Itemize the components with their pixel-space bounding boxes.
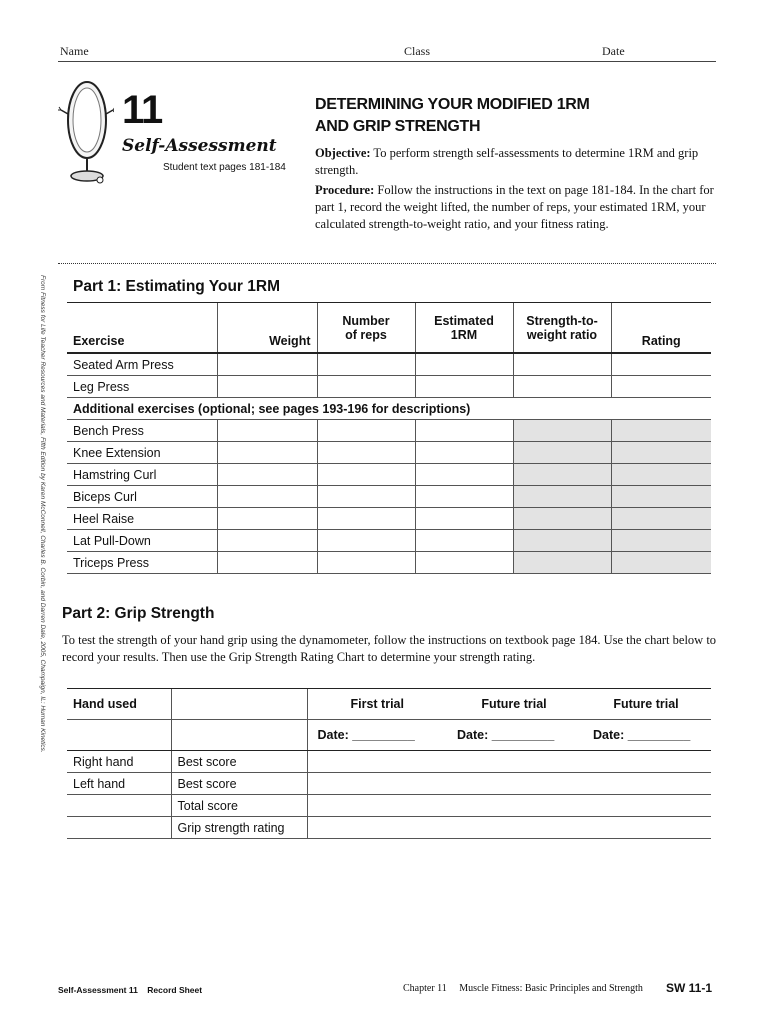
ratio-cell-shaded [513, 464, 611, 486]
table-row [67, 552, 711, 574]
procedure-label: Procedure: [315, 183, 375, 197]
col-estimated-1rm: Estimated 1RM [415, 303, 513, 354]
score-cell[interactable] [447, 773, 581, 795]
exercise-name: Hamstring Curl [67, 464, 217, 486]
ratio-cell[interactable] [513, 353, 611, 376]
exercise-name: Heel Raise [67, 508, 217, 530]
col-first-trial: First trial [307, 689, 447, 720]
page-number: SW 11-1 [666, 981, 713, 995]
mascot-mirror-icon [58, 76, 114, 186]
weight-cell[interactable] [217, 508, 317, 530]
score-cell[interactable] [447, 795, 581, 817]
weight-cell[interactable] [217, 376, 317, 398]
reps-cell[interactable] [317, 376, 415, 398]
table-row [67, 751, 711, 773]
col-future-trial-1: Future trial [447, 689, 581, 720]
exercise-name: Triceps Press [67, 552, 217, 574]
ratio-cell[interactable] [513, 376, 611, 398]
rating-cell-shaded [611, 464, 711, 486]
col-exercise: Exercise [67, 303, 217, 354]
part2-table [67, 688, 711, 839]
score-cell[interactable] [581, 795, 711, 817]
weight-cell[interactable] [217, 486, 317, 508]
name-label: Name [60, 44, 89, 58]
first-trial-date[interactable]: Date: _________ [307, 720, 447, 751]
score-cell[interactable] [307, 817, 447, 839]
side-credit-text: From Fitness for Life Teacher Resources and Materials, Fifth Edition by Karen McConnell, Charles B. Corbin, and Darren Dale, 2005, Champaign, IL: Human Kinetics. [39, 275, 46, 753]
col-reps: Number of reps [317, 303, 415, 354]
score-cell[interactable] [447, 817, 581, 839]
rating-cell-shaded [611, 530, 711, 552]
rating-cell-shaded [611, 552, 711, 574]
score-cell[interactable] [307, 773, 447, 795]
est-1rm-cell[interactable] [415, 420, 513, 442]
reps-cell[interactable] [317, 420, 415, 442]
exercise-name: Knee Extension [67, 442, 217, 464]
procedure [315, 182, 715, 233]
est-1rm-cell[interactable] [415, 486, 513, 508]
table-row [67, 486, 711, 508]
section-divider [58, 263, 716, 264]
est-1rm-cell[interactable] [415, 508, 513, 530]
header-rule [58, 61, 716, 62]
weight-cell[interactable] [217, 464, 317, 486]
exercise-name: Bench Press [67, 420, 217, 442]
score-cell[interactable] [307, 751, 447, 773]
part2-instructions: To test the strength of your hand grip using the dynamometer, follow the instructions on textbook page 184. Use the chart below to record your results. Then use the Grip Strength Rating Chart to determine your strength rating. [62, 633, 717, 664]
rating-cell-shaded [611, 420, 711, 442]
reps-cell[interactable] [317, 486, 415, 508]
table-row [67, 773, 711, 795]
col-future-trial-2: Future trial [581, 689, 711, 720]
table-row [67, 464, 711, 486]
rating-cell-shaded [611, 442, 711, 464]
score-cell[interactable] [581, 751, 711, 773]
est-1rm-cell[interactable] [415, 376, 513, 398]
ratio-cell-shaded [513, 508, 611, 530]
exercise-name: Seated Arm Press [67, 353, 217, 376]
reps-cell[interactable] [317, 530, 415, 552]
exercise-name: Lat Pull-Down [67, 530, 217, 552]
reps-cell[interactable] [317, 464, 415, 486]
hand-label: Left hand [67, 773, 171, 795]
table-row [67, 817, 711, 839]
future-trial-1-date[interactable]: Date: _________ [447, 720, 581, 751]
objective [315, 145, 715, 179]
hand-label [67, 795, 171, 817]
additional-exercises-label: Additional exercises (optional; see pages 193-196 for descriptions) [67, 398, 711, 420]
score-cell[interactable] [447, 751, 581, 773]
col-rating: Rating [611, 303, 711, 354]
reps-cell[interactable] [317, 442, 415, 464]
est-1rm-cell[interactable] [415, 442, 513, 464]
rating-cell[interactable] [611, 376, 711, 398]
footer-chapter: Chapter 11 Muscle Fitness: Basic Principles and Strength [403, 983, 643, 994]
exercise-name: Leg Press [67, 376, 217, 398]
weight-cell[interactable] [217, 442, 317, 464]
ratio-cell-shaded [513, 442, 611, 464]
weight-cell[interactable] [217, 353, 317, 376]
measure-label: Best score [171, 773, 307, 795]
unit-number: 11 [122, 88, 163, 132]
exercise-name: Biceps Curl [67, 486, 217, 508]
est-1rm-cell[interactable] [415, 353, 513, 376]
table-row [67, 530, 711, 552]
part2-title: Part 2: Grip Strength [62, 605, 215, 622]
est-1rm-cell[interactable] [415, 464, 513, 486]
weight-cell[interactable] [217, 420, 317, 442]
measure-label: Grip strength rating [171, 817, 307, 839]
ratio-cell-shaded [513, 486, 611, 508]
rating-cell-shaded [611, 508, 711, 530]
score-cell[interactable] [581, 817, 711, 839]
est-1rm-cell[interactable] [415, 552, 513, 574]
hand-label: Right hand [67, 751, 171, 773]
part1-title: Part 1: Estimating Your 1RM [73, 278, 280, 295]
col-strength-ratio: Strength-to- weight ratio [513, 303, 611, 354]
footer-record-sheet: Self-Assessment 11 Record Sheet [58, 985, 203, 995]
col-hand-used: Hand used [67, 689, 171, 720]
col-weight: Weight [217, 303, 317, 354]
reps-cell[interactable] [317, 353, 415, 376]
page-title [315, 94, 715, 138]
table-row [67, 508, 711, 530]
class-label: Class [404, 44, 431, 58]
weight-cell[interactable] [217, 530, 317, 552]
ratio-cell-shaded [513, 530, 611, 552]
weight-cell[interactable] [217, 552, 317, 574]
future-trial-2-date[interactable]: Date: _________ [581, 720, 711, 751]
score-cell[interactable] [307, 795, 447, 817]
reps-cell[interactable] [317, 552, 415, 574]
table-row [67, 420, 711, 442]
student-pages: Student text pages 181-184 [163, 162, 286, 173]
rating-cell-shaded [611, 486, 711, 508]
title-line-2: AND GRIP STRENGTH [315, 118, 481, 135]
part1-table [67, 302, 711, 574]
est-1rm-cell[interactable] [415, 530, 513, 552]
date-label: Date [602, 44, 625, 58]
score-cell[interactable] [581, 773, 711, 795]
title-line-1: DETERMINING YOUR MODIFIED 1RM [315, 96, 590, 113]
table-row [67, 442, 711, 464]
procedure-text: Follow the instructions in the text on page 181-184. In the chart for part 1, record the weight lifted, the number of reps, your estimated 1RM, your calculated strength-to-weight ratio, and your fitness rating. [315, 183, 714, 231]
ratio-cell-shaded [513, 420, 611, 442]
table-row [67, 353, 711, 376]
table-row [67, 795, 711, 817]
ratio-cell-shaded [513, 552, 611, 574]
side-credit [36, 275, 48, 753]
hand-label [67, 817, 171, 839]
reps-cell[interactable] [317, 508, 415, 530]
rating-cell[interactable] [611, 353, 711, 376]
objective-text: To perform strength self-assessments to determine 1RM and grip strength. [315, 146, 699, 177]
unit-type: Self-Assessment [122, 136, 277, 156]
measure-label: Best score [171, 751, 307, 773]
col-measure [171, 689, 307, 720]
table-row [67, 376, 711, 398]
measure-label: Total score [171, 795, 307, 817]
objective-label: Objective: [315, 146, 371, 160]
additional-header-row [67, 398, 711, 420]
